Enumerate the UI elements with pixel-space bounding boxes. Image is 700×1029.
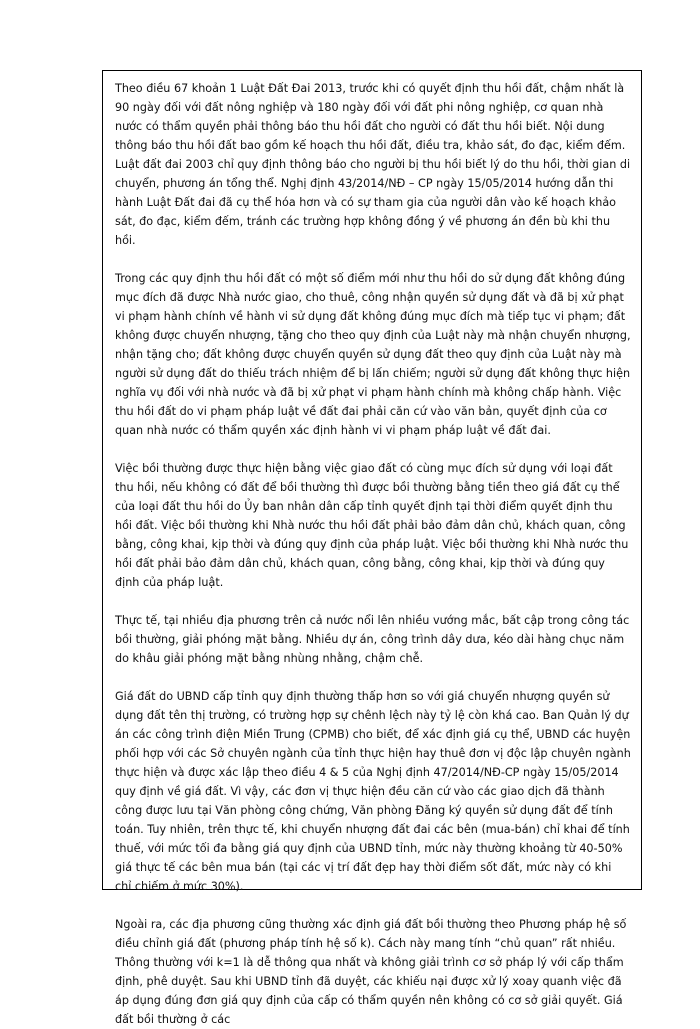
paragraph-land-price-determination: Giá đất do UBND cấp tỉnh quy định thường thấp hơn so với giá chuyển nhượng quyền sử dụng đất tên thị trường, có trường hợp sự chênh lệch này tỷ lệ còn khá cao. Ban Quản lý dự án các công trình điện Miền Trung (CPMB) cho biết, để xác định giá cụ thể, UBND các huyện phối hợp với các Sở chuyên ngành của tỉnh thực hiện hay thuê đơn vị độc lập chuyên ngành thực hiện và được xác lập theo điều 4 & 5 của Nghị định 47/2014/NĐ-CP ngày 15/05/2014 quy định về giá đất. Vì vậy, các đơn vị thực hiện đều căn cứ vào các giao dịch đã thành công được lưu tại Văn phòng công chứng, Văn phòng Đăng ký quyền sử dụng đất để tính toán. Tuy nhiên, trên thực tế, khi chuyển nhượng đất đai các bên (mua-bán) chỉ khai để tính thuế, với mức tối đa bằng giá quy định của UBND tỉnh, mức này thường khoảng từ 40-50% giá thực tế các bên mua bán (tại các vị trí đất đẹp hay thời điểm sốt đất, mức này có khi chỉ chiếm ở mức 30%). [115, 690, 631, 893]
paragraph-compensation-principles: Việc bồi thường được thực hiện bằng việc giao đất có cùng mục đích sử dụng với loại đất thu hồi, nếu không có đất để bồi thường thì được bồi thường bằng tiền theo giá đất cụ thể của loại đất thu hồi do Ủy ban nhân dân cấp tỉnh quyết định tại thời điểm quyết định thu hồi đất. Việc bồi thường khi Nhà nước thu hồi đất phải bảo đảm dân chủ, khách quan, công bằng, công khai, kịp thời và đúng quy định của pháp luật. Việc bồi thường khi Nhà nước thu hồi đất phải bảo đảm dân chủ, khách quan, công bằng, công khai, kịp thời và đúng quy định của pháp luật. [115, 462, 629, 589]
document-page [102, 70, 642, 1026]
paragraph-k-coefficient-method: Ngoài ra, các địa phương cũng thường xác định giá đất bồi thường theo Phương pháp hệ số điều chỉnh giá đất (phương pháp tính hệ số k). Cách này mang tính “chủ quan” rất nhiều. Thông thường với k=1 là dễ thông qua nhất và không giải trình cơ sở pháp lý với cấp thẩm định, phê duyệt. Sau khi UBND tỉnh đã duyệt, các khiếu nại được xử lý xoay quanh việc đã áp dụng đúng đơn giá quy định của cấp có thẩm quyền nên không có cơ sở giải quyết. Giá đất bồi thường ở các [115, 918, 627, 1026]
paragraph-land-recovery-notice: Theo điều 67 khoản 1 Luật Đất Đai 2013, trước khi có quyết định thu hồi đất, chậm nhất là 90 ngày đối với đất nông nghiệp và 180 ngày đối với đất phi nông nghiệp, cơ quan nhà nước có thẩm quyền phải thông báo thu hồi đất cho người có đất thu hồi biết. Nội dung thông báo thu hồi đất bao gồm kế hoạch thu hồi đất, điều tra, khảo sát, đo đạc, kiểm đếm. Luật đất đai 2003 chỉ quy định thông báo cho người bị thu hồi biết lý do thu hồi, thời gian di chuyển, phương án tổng thể. Nghị định 43/2014/NĐ – CP ngày 15/05/2014 hướng dẫn thi hành Luật Đất đai đã cụ thể hóa hơn và có sự tham gia của người dân vào kế hoạch khảo sát, đo đạc, kiểm đếm, tránh các trường hợp không đồng ý về phương án đền bù khi thu hồi. [115, 82, 631, 247]
paragraph-recovery-violations: Trong các quy định thu hồi đất có một số điểm mới như thu hồi do sử dụng đất không đúng mục đích đã được Nhà nước giao, cho thuê, công nhận quyền sử dụng đất và đã bị xử phạt vi phạm hành chính về hành vi sử dụng đất không đúng mục đích mà tiếp tục vi phạm; đất không được chuyển nhượng, tặng cho theo quy định của Luật này mà nhận chuyển nhượng, nhận tặng cho; đất không được chuyển quyền sử dụng đất theo quy định của Luật này mà người sử dụng đất do thiếu trách nhiệm để bị lấn chiếm; người sử dụng đất không thực hiện nghĩa vụ đối với nhà nước và đã bị xử phạt vi phạm hành chính mà không chấp hành. Việc thu hồi đất do vi phạm pháp luật về đất đai phải căn cứ vào văn bản, quyết định của cơ quan nhà nước có thẩm quyền xác định hành vi vi phạm pháp luật về đất đai. [115, 272, 631, 437]
paragraph-site-clearance-issues: Thực tế, tại nhiều địa phương trên cả nước nổi lên nhiều vướng mắc, bất cập trong công tác bồi thường, giải phóng mặt bằng. Nhiều dự án, công trình dây dưa, kéo dài hàng chục năm do khâu giải phóng mặt bằng nhùng nhằng, chậm chễ. [115, 614, 630, 665]
